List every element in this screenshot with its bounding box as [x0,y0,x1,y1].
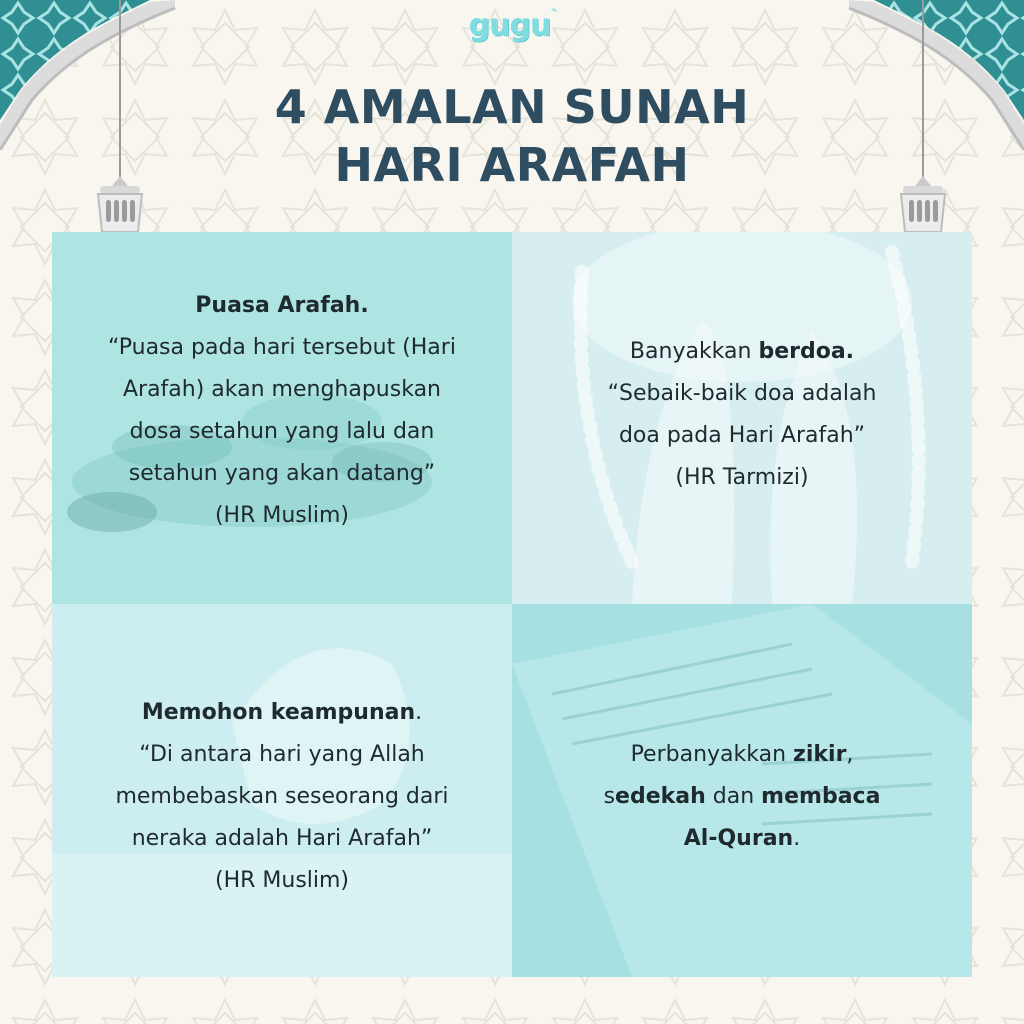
quote-line: “Sebaik-baik doa adalah [607,381,877,406]
quote-line: dosa setahun yang lalu dan [129,419,435,444]
page-title [0,78,1024,194]
title-line-2: HARI ARAFAH [334,138,690,192]
card-puasa-arafah [52,232,512,604]
quote-line: “Puasa pada hari tersebut (Hari [108,335,456,360]
quote-source: (HR Tarmizi) [675,465,809,490]
quote-line: doa pada Hari Arafah” [618,423,866,448]
quote-line: neraka adalah Hari Arafah” [131,825,433,851]
card-text: Banyakkan berdoa. “Sebaik-baik doa adalah doa pada Hari Arafah” (HR Tarmizi) [608,331,877,499]
amalan-grid [52,232,972,977]
quote-source: (HR Muslim) [214,867,350,893]
card-text: Memohon keampunan. “Di antara hari yang Allah membebaskan seseorang dari neraka adalah Hari Arafah” (HR Muslim) [115,692,448,902]
card-memohon-keampunan [52,604,512,977]
card-heading: Memohon keampunan [141,699,416,725]
quote-line: membebaskan seseorang dari [115,783,449,809]
card-text [108,285,456,537]
card-heading: berdoa. [758,339,855,364]
quote-line: “Di antara hari yang Allah [139,741,425,767]
card-text: Perbanyakkan zikir, sedekah dan membaca Al-Quran. [603,741,881,851]
quote-line: Arafah) akan menghapuskan [122,377,441,402]
card-zikir-sedekah [512,604,972,977]
quote-line: setahun yang akan datang” [128,461,436,486]
card-heading: Puasa Arafah. [195,293,369,318]
brand-logo: gugu™ [468,8,556,43]
quote-source: (HR Muslim) [214,503,349,528]
title-line-1: 4 AMALAN SUNAH [274,80,750,134]
card-berdoa [512,232,972,604]
